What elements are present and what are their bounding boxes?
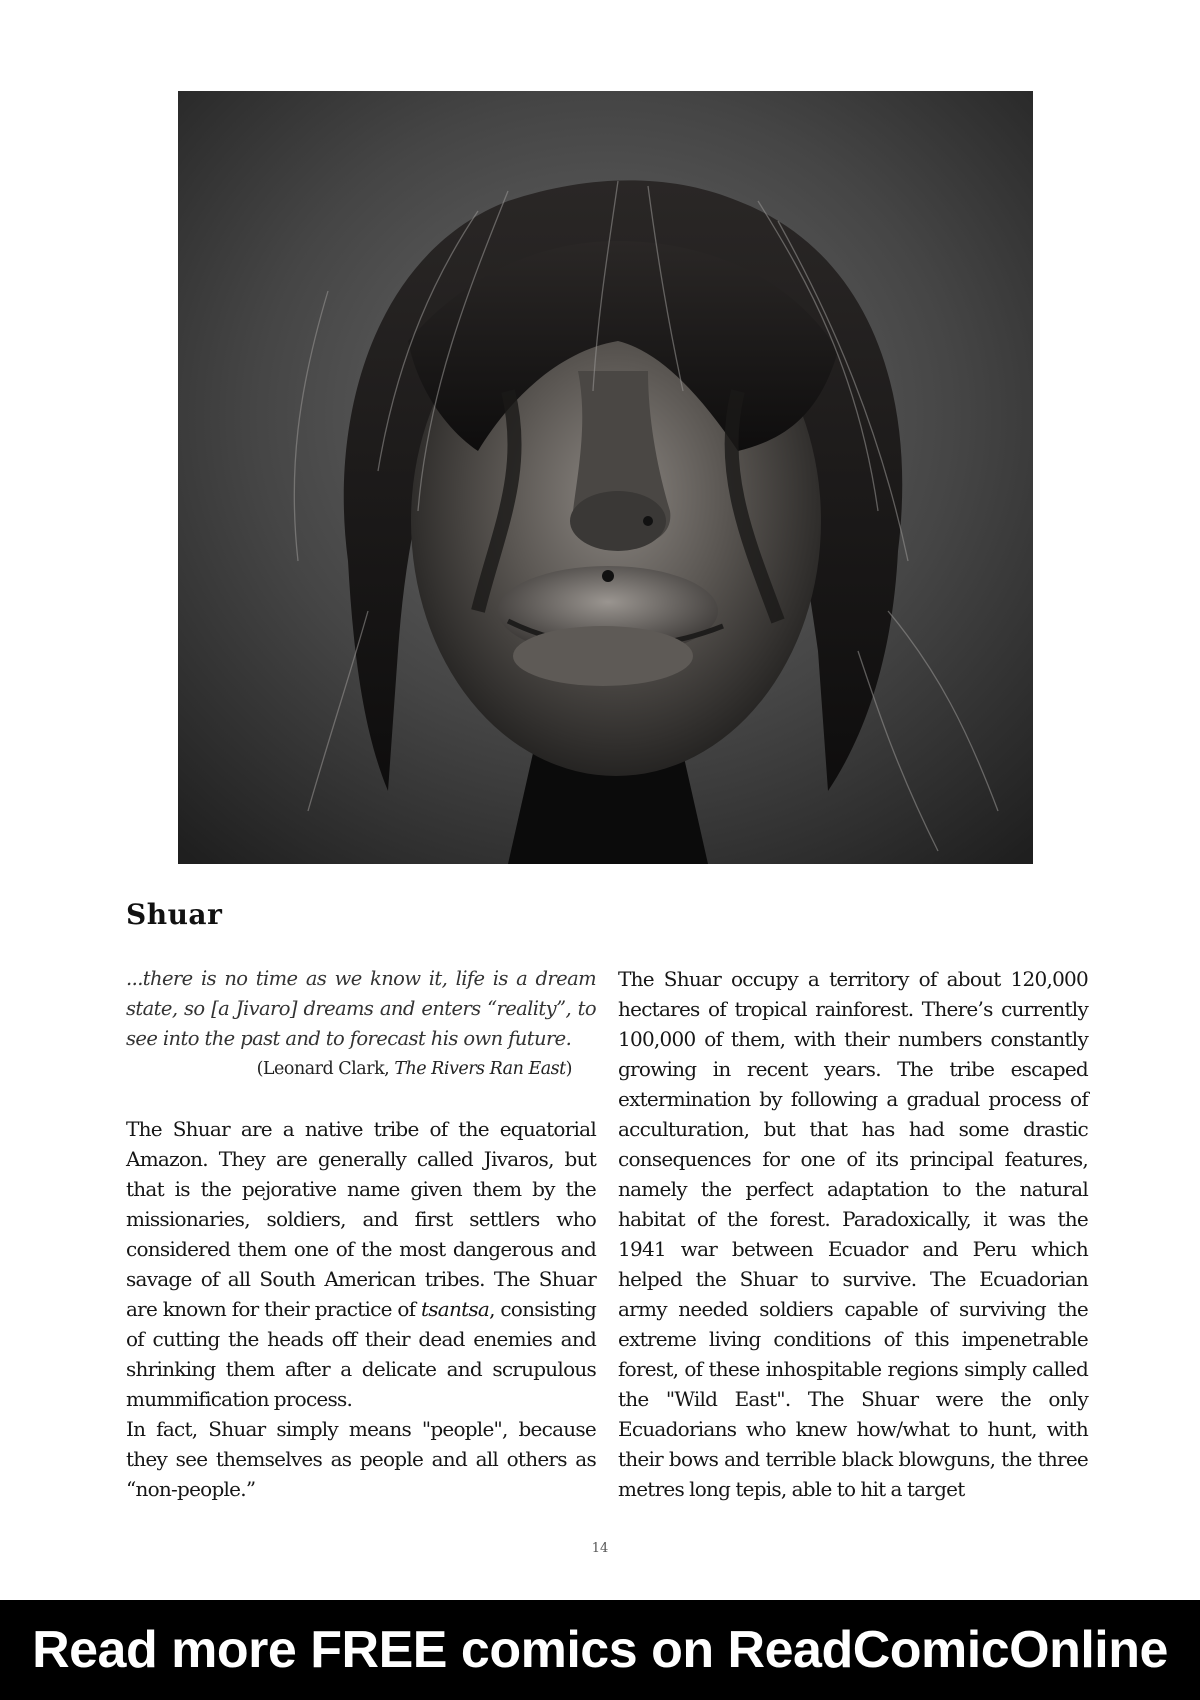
right-paragraph-1: The Shuar occupy a territory of about 120,000 hectares of tropical rainforest. There’s currently 100,000 of them, with their numbers constantly growing in recent years. The tribe escaped extermination by following a gradual process of acculturation, but that has had some drastic consequences for one of its principal features, namely the perfect adaptation to the natural habitat of the forest. Paradoxically, it was the 1941 war between Ecuador and Peru which helped the Shuar to survive. The Ecuadorian army needed soldiers capable of surviving the extreme living conditions of this impenetrable forest, of these inhospitable regions simply called the "Wild East". The Shuar were the only Ecuadorians who knew how/what to hunt, with their bows and terrible black blowguns, the three metres long tepis, able to hit a target	[618, 967, 1088, 1501]
photo-illustration	[178, 91, 1033, 864]
promo-banner[interactable]	[0, 1600, 1200, 1700]
left-paragraph-2: In fact, Shuar simply means "people", because they see themselves as people and all others as “non-people.”	[126, 1417, 596, 1501]
citation-book-title: The Rivers Ran East	[394, 1059, 566, 1079]
citation-prefix: (Leonard Clark,	[256, 1059, 395, 1079]
promo-banner-text[interactable]: Read more FREE comics on ReadComicOnline	[32, 1621, 1168, 1679]
epigraph-quote: ...there is no time as we know it, life is a dream state, so [a Jivaro] dreams and enters “reality”, to see into the past and to forecast his own future.	[126, 967, 596, 1050]
quote-citation	[126, 1054, 596, 1084]
left-column	[126, 964, 596, 1504]
shrunken-head-photo	[178, 91, 1033, 864]
right-column	[618, 964, 1088, 1504]
page-number: 14	[591, 1541, 609, 1556]
page-title: Shuar	[126, 898, 223, 931]
paragraph-text: , consisting of cutting the heads off their dead enemies and shrinking them after a delicate and scrupulous mummification process.	[126, 1297, 596, 1411]
tsantsa-term: tsantsa	[420, 1297, 490, 1321]
left-paragraph-1	[126, 1114, 596, 1414]
paragraph-text: The Shuar are a native tribe of the equatorial Amazon. They are generally called Jivaros, but that is the pejorative name given them by the missionaries, soldiers, and first settlers who considered them one of the most dangerous and savage of all South American tribes. The Shuar are known for their practice of	[126, 1117, 596, 1321]
citation-suffix: )	[565, 1059, 572, 1079]
